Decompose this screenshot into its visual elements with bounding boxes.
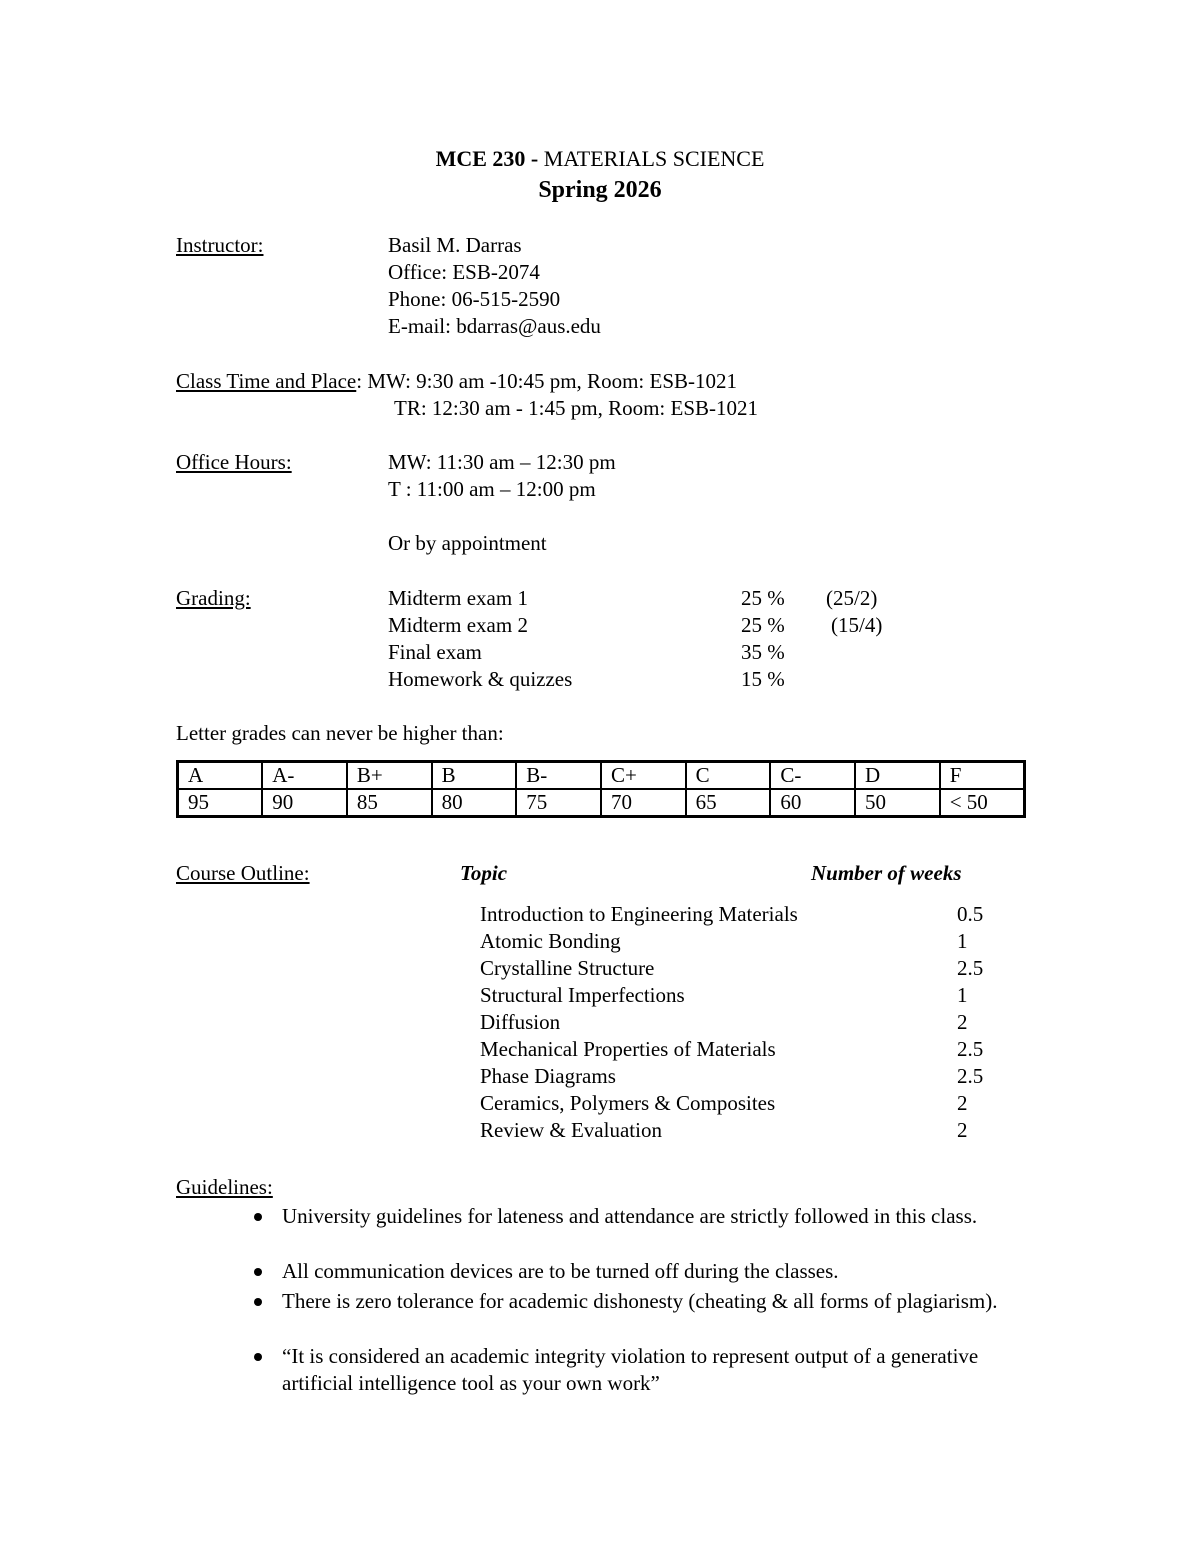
outline-weeks: 0.5 (957, 902, 984, 926)
outline-weeks: 1 (957, 929, 968, 953)
outline-topic: Structural Imperfections (480, 983, 685, 1007)
instructor-phone: Phone: 06-515-2590 (388, 287, 561, 311)
grade-score: 75 (516, 789, 601, 817)
course-code: MCE 230 - (435, 146, 539, 171)
outline-weeks: 1 (957, 983, 968, 1007)
outline-weeks: 2 (957, 1118, 968, 1142)
guideline-text: All communication devices are to be turned off during the classes. (282, 1259, 839, 1283)
course-name: MATERIALS SCIENCE (538, 146, 765, 171)
guidelines-label: Guidelines: (176, 1175, 273, 1199)
office-hours-line1: MW: 11:30 am – 12:30 pm (388, 450, 616, 474)
grade-letter: B+ (347, 762, 432, 790)
grading-item-name: Final exam (388, 640, 482, 664)
class-time-line2: TR: 12:30 am - 1:45 pm, Room: ESB-1021 (394, 396, 759, 420)
office-hours-label: Office Hours: (176, 450, 292, 474)
grading-item-note: (15/4) (831, 613, 883, 637)
guideline-text: There is zero tolerance for academic dishonesty (cheating & all forms of plagiarism). (282, 1289, 998, 1313)
grade-score: 70 (601, 789, 686, 817)
grading-item-percent: 25 % (741, 613, 785, 637)
grade-letter: C- (770, 762, 855, 790)
grade-letter: C+ (601, 762, 686, 790)
grade-score: 50 (855, 789, 940, 817)
letter-grades-intro: Letter grades can never be higher than: (176, 721, 504, 745)
outline-topic: Phase Diagrams (480, 1064, 616, 1088)
grading-item-name: Midterm exam 2 (388, 613, 528, 637)
outline-weeks: 2 (957, 1010, 968, 1034)
grade-score: < 50 (940, 789, 1025, 817)
instructor-email: E-mail: bdarras@aus.edu (388, 314, 601, 338)
grade-letter: C (686, 762, 771, 790)
outline-topic: Ceramics, Polymers & Composites (480, 1091, 776, 1115)
grade-letter: A (178, 762, 263, 790)
instructor-name: Basil M. Darras (388, 233, 522, 257)
grade-letter: F (940, 762, 1025, 790)
grade-score: 85 (347, 789, 432, 817)
letter-grades-table (176, 760, 1026, 818)
outline-weeks: 2.5 (957, 956, 984, 980)
outline-weeks: 2.5 (957, 1037, 984, 1061)
outline-weeks: 2 (957, 1091, 968, 1115)
bullet-icon (254, 1353, 262, 1361)
guideline-text: “It is considered an academic integrity violation to represent output of a generative artificial intelligence tool as your own work” (282, 1344, 979, 1395)
outline-topic: Introduction to Engineering Materials (480, 902, 798, 926)
grade-letter: D (855, 762, 940, 790)
grading-item-percent: 15 % (741, 667, 785, 691)
outline-topic: Mechanical Properties of Materials (480, 1037, 776, 1061)
grading-item-name: Homework & quizzes (388, 667, 573, 691)
grade-score: 90 (262, 789, 347, 817)
class-time-row-1 (176, 368, 737, 395)
outline-topic: Review & Evaluation (480, 1118, 662, 1142)
office-hours-line2: T : 11:00 am – 12:00 pm (388, 477, 596, 501)
bullet-icon (254, 1268, 262, 1276)
list-item (176, 1258, 1026, 1285)
list-item (176, 1343, 1026, 1397)
outline-weeks: 2.5 (957, 1064, 984, 1088)
grading-item-note: (25/2) (826, 586, 878, 610)
guideline-text: University guidelines for lateness and attendance are strictly followed in this class. (282, 1204, 978, 1228)
grading-label: Grading: (176, 586, 251, 610)
term-title: Spring 2026 (538, 177, 662, 203)
list-item (176, 1203, 1026, 1257)
class-time-label: Class Time and Place (176, 369, 357, 393)
outline-topic: Crystalline Structure (480, 956, 655, 980)
grade-letter: B- (516, 762, 601, 790)
grading-item-percent: 35 % (741, 640, 785, 664)
class-time-line1: MW: 9:30 am -10:45 pm, Room: ESB-1021 (362, 369, 737, 393)
grade-score: 80 (432, 789, 517, 817)
office-hours-appointment: Or by appointment (388, 531, 547, 555)
bullet-icon (254, 1213, 262, 1221)
weeks-header: Number of weeks (811, 861, 962, 885)
course-title (0, 145, 1200, 172)
grade-score: 65 (686, 789, 771, 817)
course-outline-label: Course Outline: (176, 861, 310, 885)
grading-item-name: Midterm exam 1 (388, 586, 528, 610)
outline-topic: Atomic Bonding (480, 929, 621, 953)
table-row (178, 762, 1025, 790)
grade-score: 95 (178, 789, 263, 817)
instructor-office: Office: ESB-2074 (388, 260, 540, 284)
bullet-icon (254, 1298, 262, 1306)
outline-topic: Diffusion (480, 1010, 561, 1034)
grade-letter: B (432, 762, 517, 790)
instructor-label: Instructor: (176, 233, 264, 257)
grade-score: 60 (770, 789, 855, 817)
list-item (176, 1288, 1026, 1342)
grade-letter: A- (262, 762, 347, 790)
topic-header: Topic (460, 861, 508, 885)
class-time-colon: : (356, 369, 363, 393)
table-row (178, 789, 1025, 817)
grading-item-percent: 25 % (741, 586, 785, 610)
